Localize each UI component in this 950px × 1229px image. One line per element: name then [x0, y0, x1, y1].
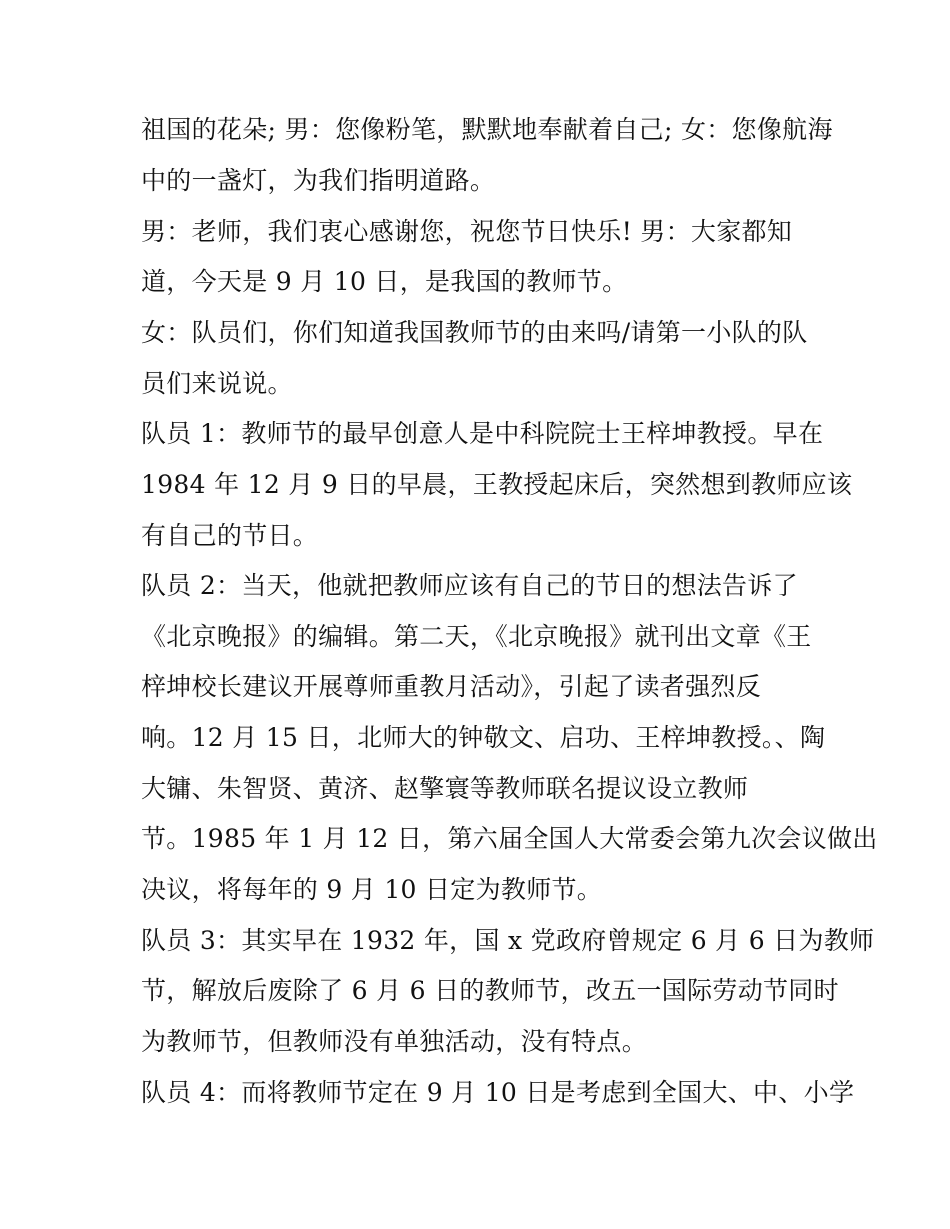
text-line: 员们来说说。 — [141, 369, 293, 398]
text-line: 决议，将每年的 9 月 10 日定为教师节。 — [141, 875, 603, 904]
text-line: 有自己的节日。 — [141, 521, 319, 550]
text-line: 祖国的花朵; 男：您像粉笔，默默地奉献着自己; 女：您像航海 — [141, 115, 833, 144]
text-line: 队员 2：当天，他就把教师应该有自己的节日的想法告诉了 — [141, 571, 798, 600]
text-line: 道，今天是 9 月 10 日，是我国的教师节。 — [141, 267, 628, 296]
text-line: 1984 年 12 月 9 日的早晨，王教授起床后，突然想到教师应该 — [141, 470, 853, 499]
text-line: 梓坤校长建议开展尊师重教月活动》，引起了读者强烈反 — [141, 672, 762, 701]
text-line: 中的一盏灯，为我们指明道路。 — [141, 166, 496, 195]
text-line: 队员 1：教师节的最早创意人是中科院院士王梓坤教授。早在 — [141, 419, 824, 448]
text-line: 《北京晚报》的编辑。第二天，《北京晚报》就刊出文章《王 — [141, 622, 812, 651]
text-line: 队员 3：其实早在 1932 年，国 x 党政府曾规定 6 月 6 日为教师 — [141, 926, 875, 955]
text-line: 大镛、朱智贤、黄济、赵擎寰等教师联名提议设立教师 — [141, 774, 749, 803]
text-line: 为教师节，但教师没有单独活动，没有特点。 — [141, 1027, 648, 1056]
text-line: 女：队员们，你们知道我国教师节的由来吗/请第一小队的队 — [141, 318, 808, 347]
text-line: 男：老师，我们衷心感谢您，祝您节日快乐! 男：大家都知 — [141, 217, 793, 246]
text-line: 节。1985 年 1 月 12 日，第六届全国人大常委会第九次会议做出 — [141, 824, 878, 853]
text-line: 队员 4：而将教师节定在 9 月 10 日是考虑到全国大、中、小学 — [141, 1078, 855, 1107]
text-line: 节，解放后废除了 6 月 6 日的教师节，改五一国际劳动节同时 — [141, 976, 839, 1005]
text-line: 响。12 月 15 日，北师大的钟敬文、启功、王梓坤教授。、陶 — [141, 723, 826, 752]
